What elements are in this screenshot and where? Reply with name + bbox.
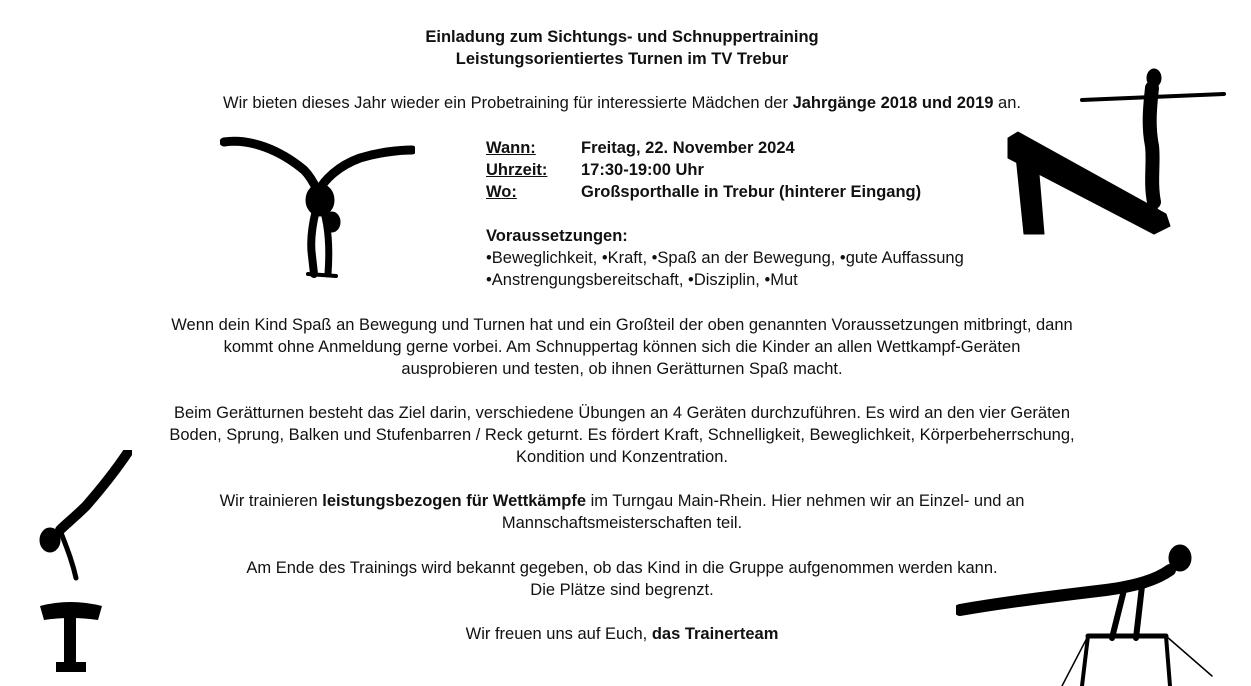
vaulting-table-icon [38, 600, 104, 674]
intro-text: Wir bieten dieses Jahr wieder ein Probetraining für interessierte Mädchen der Jahrgänge 2018 und 2019 an. [223, 94, 1021, 112]
paragraph-1-line-2: kommt ohne Anmeldung gerne vorbei. Am Schnuppertag können sich die Kinder an allen Wettkampf-Geräten [223, 338, 1021, 356]
when-row [486, 137, 921, 159]
where-row [486, 181, 921, 203]
where-value: Großsporthalle in Trebur (hinterer Eingang) [581, 183, 922, 201]
where-label: Wo: [486, 183, 517, 201]
requirements-line-1: •Beweglichkeit, •Kraft, •Spaß an der Bewegung, •gute Auffassung [486, 249, 964, 267]
gymnast-bars-icon [956, 540, 1218, 686]
gymnast-balance-beam-icon [1004, 66, 1226, 238]
paragraph-3-line-2: Mannschaftsmeisterschaften teil. [501, 514, 743, 532]
paragraph-2-line-1: Beim Gerätturnen besteht das Ziel darin, verschiedene Übungen an 4 Geräten durchzuführen. Es wird an den vier Geräten [173, 404, 1071, 422]
paragraph-2-line-2: Boden, Sprung, Balken und Stufenbarren / Reck geturnt. Es fördert Kraft, Schnelligkeit, Beweglichkeit, Körperbeherrschung, [169, 426, 1075, 444]
when-value: Freitag, 22. November 2024 [581, 139, 795, 157]
event-details [486, 137, 921, 203]
when-label: Wann: [486, 139, 536, 157]
gymnast-handstand-icon [220, 136, 415, 278]
time-row [486, 159, 921, 181]
requirements-line-2: •Anstrengungsbereitschaft, •Disziplin, •Mut [486, 271, 798, 289]
gymnast-vault-icon [36, 450, 132, 582]
paragraph-1-line-3: ausprobieren und testen, ob ihnen Gerätturnen Spaß macht. [401, 360, 843, 378]
title-line-1: Einladung zum Sichtungs- und Schnuppertraining [425, 28, 819, 46]
paragraph-2-line-3: Kondition und Konzentration. [516, 448, 728, 466]
requirements-block [486, 225, 964, 291]
paragraph-1-line-1: Wenn dein Kind Spaß an Bewegung und Turnen hat und ein Großteil der oben genannten Voraussetzungen mitbringt, dann [171, 316, 1073, 334]
paragraph-4-line-2: Die Plätze sind begrenzt. [530, 581, 714, 599]
title-line-2: Leistungsorientiertes Turnen im TV Trebur [455, 50, 789, 68]
time-label: Uhrzeit: [486, 161, 548, 179]
requirements-heading: Voraussetzungen: [486, 227, 628, 245]
paragraph-3-line-1: Wir trainieren leistungsbezogen für Wettkämpfe im Turngau Main-Rhein. Hier nehmen wir an Einzel- und an [219, 492, 1025, 510]
paragraph-4-line-1: Am Ende des Trainings wird bekannt gegeben, ob das Kind in die Gruppe aufgenommen werden kann. [246, 559, 998, 577]
closing-text: Wir freuen uns auf Euch, das Trainerteam [465, 625, 779, 643]
time-value: 17:30-19:00 Uhr [581, 161, 704, 179]
